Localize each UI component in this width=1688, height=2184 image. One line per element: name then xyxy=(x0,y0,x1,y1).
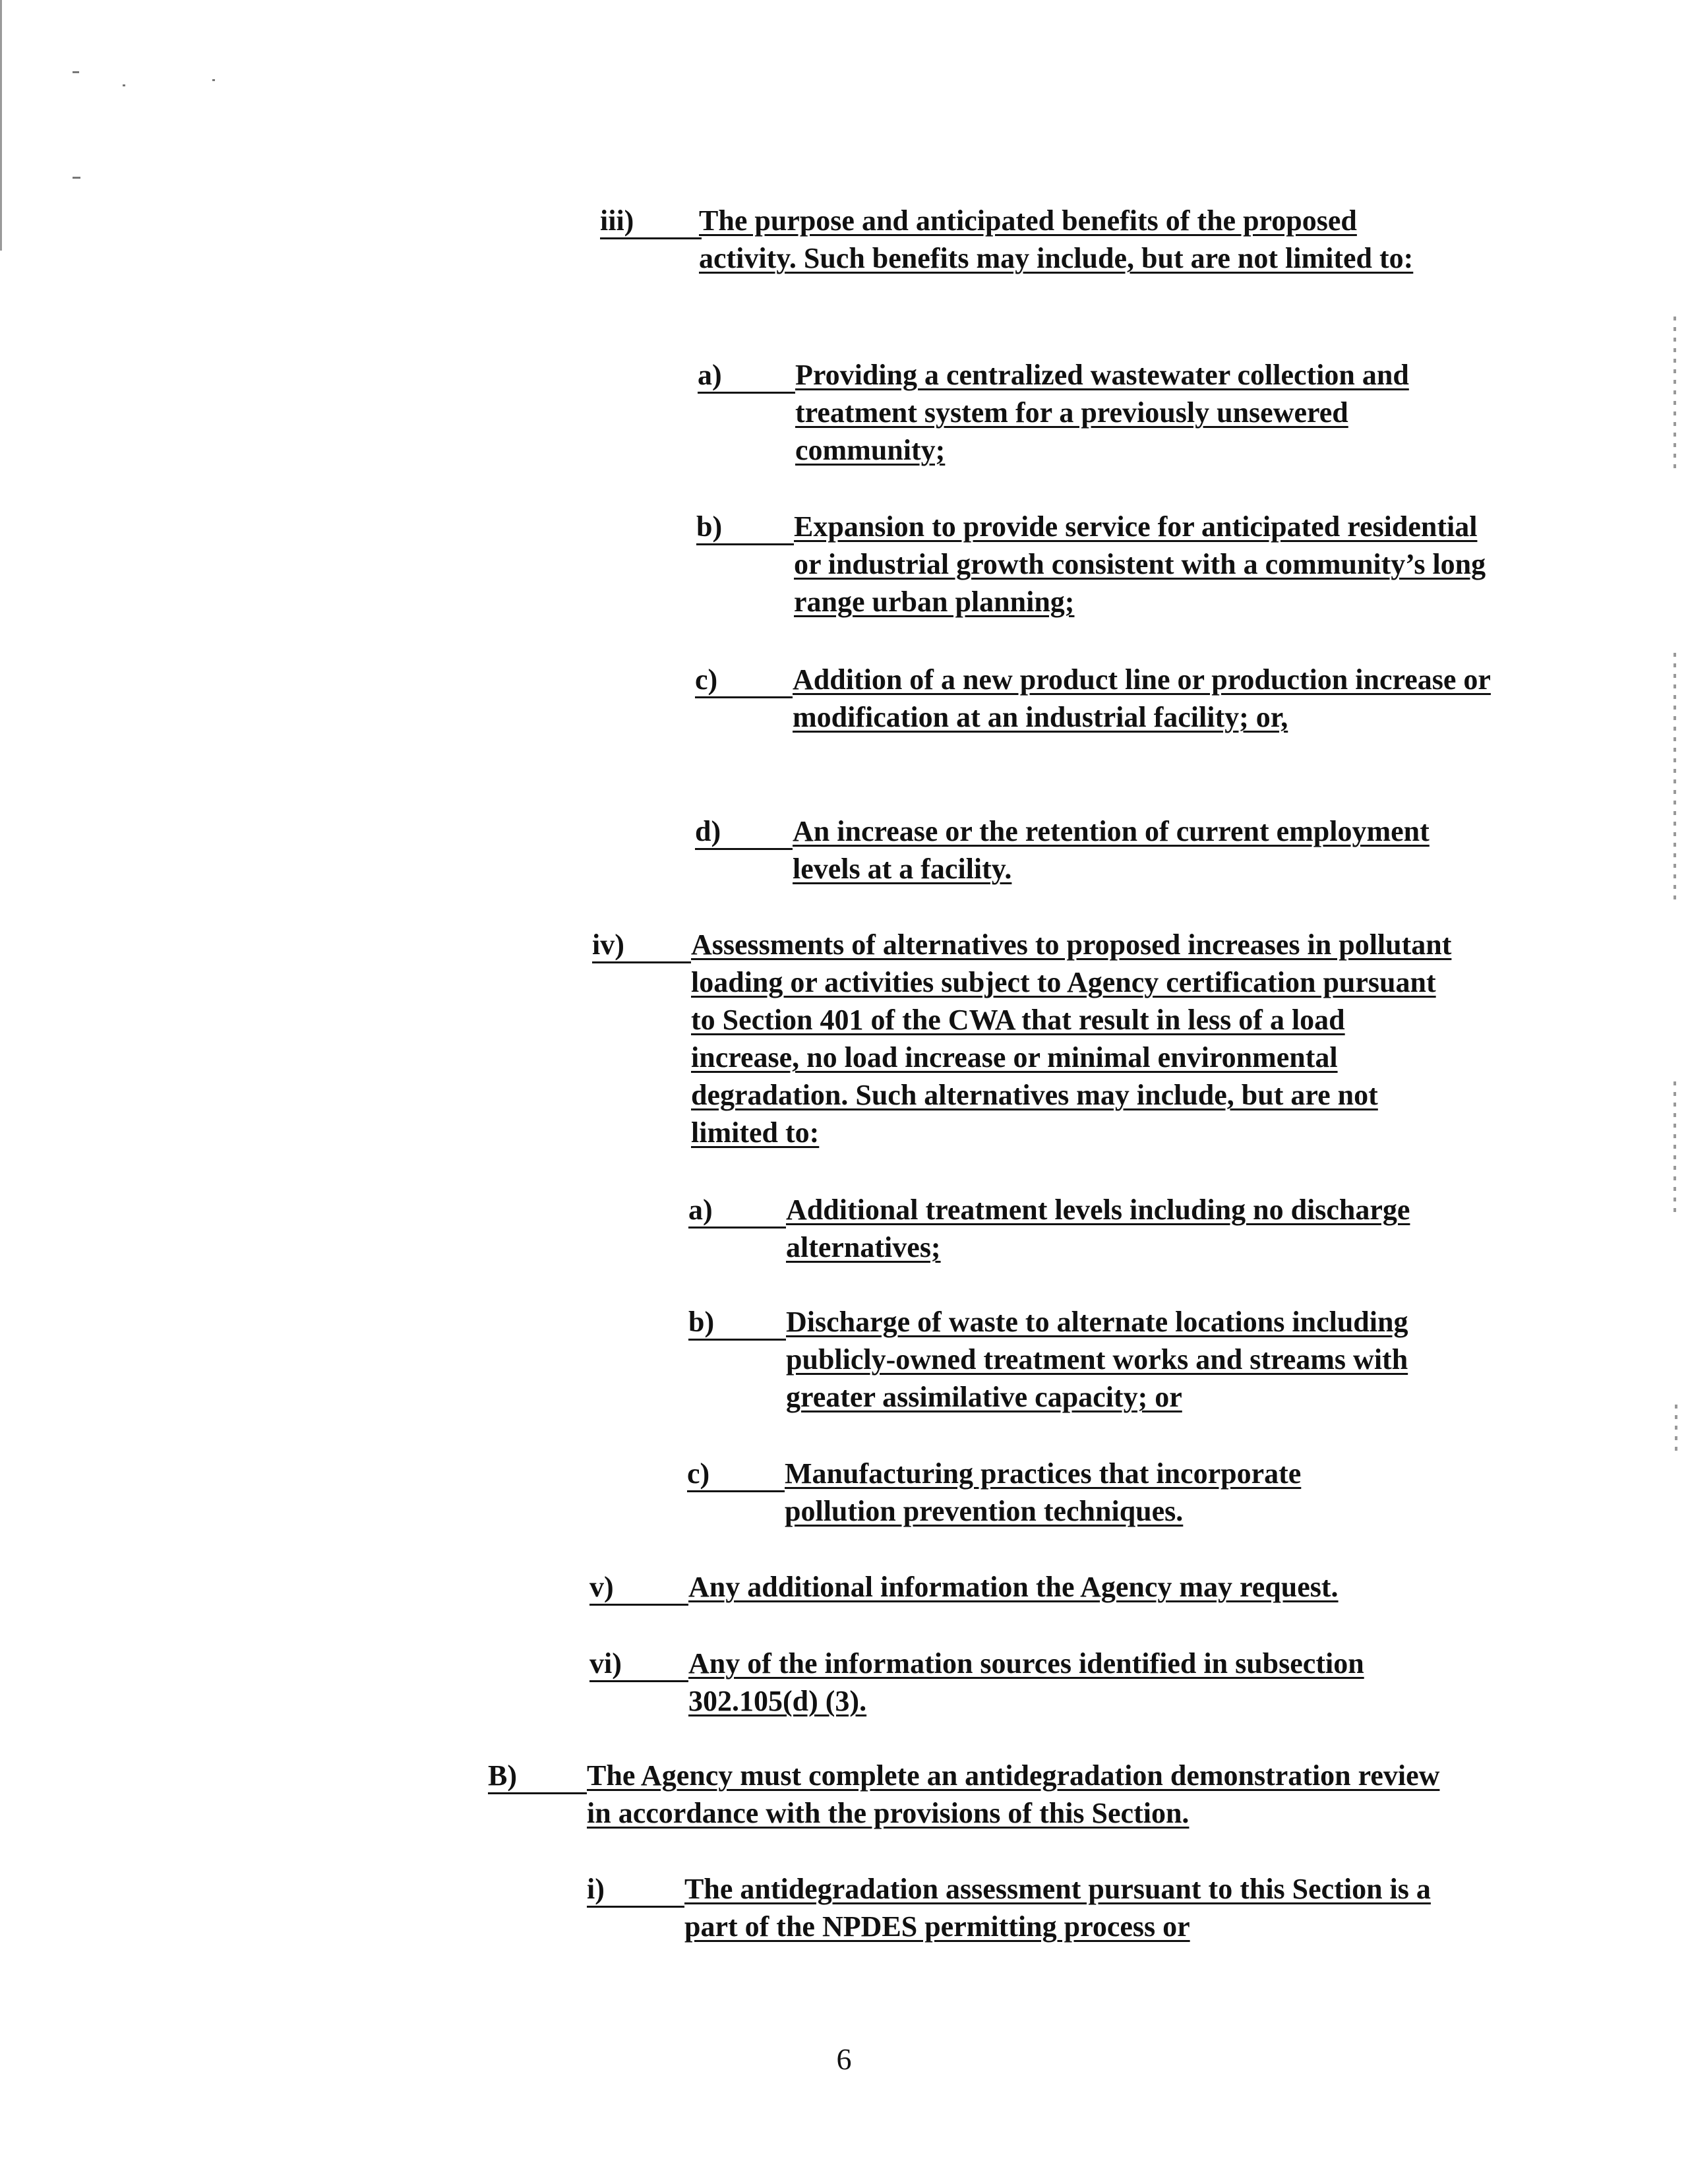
item-text: The antidegradation assessment pursuant to this Section is a part of the NPDES permitting process or xyxy=(684,1873,1431,1943)
page-number: 6 xyxy=(836,2042,852,2076)
item-label: iii) xyxy=(600,204,634,237)
item-text: Any of the information sources identified in subsection 302.105(d) (3). xyxy=(688,1647,1364,1717)
item-label-underline xyxy=(589,1645,688,1682)
item-label-underline xyxy=(687,1455,785,1492)
item-label: vi) xyxy=(589,1647,622,1680)
item-label-underline xyxy=(600,202,702,239)
item-label-underline xyxy=(488,1757,587,1794)
item-label: c) xyxy=(687,1457,710,1490)
scan-speck xyxy=(123,84,125,86)
scan-speck xyxy=(73,71,79,73)
item-label: B) xyxy=(488,1759,517,1792)
scan-edge-mark xyxy=(1673,1081,1676,1213)
item-text: Manufacturing practices that incorporate pollution prevention techniques. xyxy=(785,1457,1302,1527)
item-label-underline xyxy=(696,508,794,545)
item-label-underline xyxy=(688,1303,786,1341)
item-label-underline xyxy=(587,1870,684,1908)
list-item-vi xyxy=(589,1645,1486,1720)
list-item-iv xyxy=(592,926,1489,1151)
item-text: Expansion to provide service for anticipated residential or industrial growth consistent with a community’s long range urban planning; xyxy=(794,510,1486,618)
item-label: iv) xyxy=(592,928,624,961)
list-item-iii xyxy=(600,202,1484,277)
item-label: d) xyxy=(695,815,721,847)
item-label: a) xyxy=(698,359,722,391)
item-label: i) xyxy=(587,1873,605,1905)
list-item-B-i xyxy=(587,1870,1484,1945)
item-text: Additional treatment levels including no discharge alternatives; xyxy=(786,1194,1410,1263)
item-text: The Agency must complete an antidegradation demonstration review in accordance with the provisions of this Section. xyxy=(587,1759,1440,1829)
item-text: The purpose and anticipated benefits of the proposed activity. Such benefits may include, but are not limited to: xyxy=(699,204,1414,274)
list-item-iv-b xyxy=(688,1303,1480,1416)
scan-edge-line xyxy=(0,0,2,251)
item-label-underline xyxy=(698,356,795,394)
scan-edge-mark xyxy=(1675,1405,1677,1451)
item-text: Discharge of waste to alternate locations including publicly-owned treatment works and streams with greater assimilative capacity; or xyxy=(786,1306,1408,1413)
list-item-iii-c xyxy=(695,661,1491,736)
item-label-underline xyxy=(695,661,793,698)
item-label: b) xyxy=(696,510,723,543)
item-text: Any additional information the Agency may request. xyxy=(688,1571,1339,1603)
item-label-underline xyxy=(688,1191,786,1228)
item-label-underline xyxy=(589,1568,688,1606)
item-label: v) xyxy=(589,1571,614,1603)
item-label-underline xyxy=(695,812,793,850)
item-text: Assessments of alternatives to proposed increases in pollutant loading or activities subject to Agency certification pursuant to Section 401 of the CWA that result in less of a load increase, no load increase or minimal environmental degradation. Such alternatives may include, but are not limited to: xyxy=(691,928,1452,1149)
scan-edge-mark xyxy=(1673,317,1676,475)
scan-edge-mark xyxy=(1673,653,1676,903)
item-text: Providing a centralized wastewater collection and treatment system for a previously unsewered community; xyxy=(795,359,1409,466)
scan-speck xyxy=(212,79,215,81)
list-item-iv-a xyxy=(688,1191,1480,1266)
list-item-B xyxy=(488,1757,1490,1832)
list-item-v xyxy=(589,1568,1486,1606)
item-text: An increase or the retention of current employment levels at a facility. xyxy=(793,815,1430,885)
item-label: a) xyxy=(688,1194,713,1226)
list-item-iii-d xyxy=(695,812,1486,888)
list-item-iii-a xyxy=(698,356,1489,469)
item-label: c) xyxy=(695,663,718,696)
scan-speck xyxy=(73,177,80,179)
item-label-underline xyxy=(592,926,691,963)
list-item-iv-c xyxy=(687,1455,1478,1530)
item-label: b) xyxy=(688,1306,715,1338)
item-text: Addition of a new product line or production increase or modification at an industrial facility; or, xyxy=(793,663,1491,733)
list-item-iii-b xyxy=(696,508,1488,621)
